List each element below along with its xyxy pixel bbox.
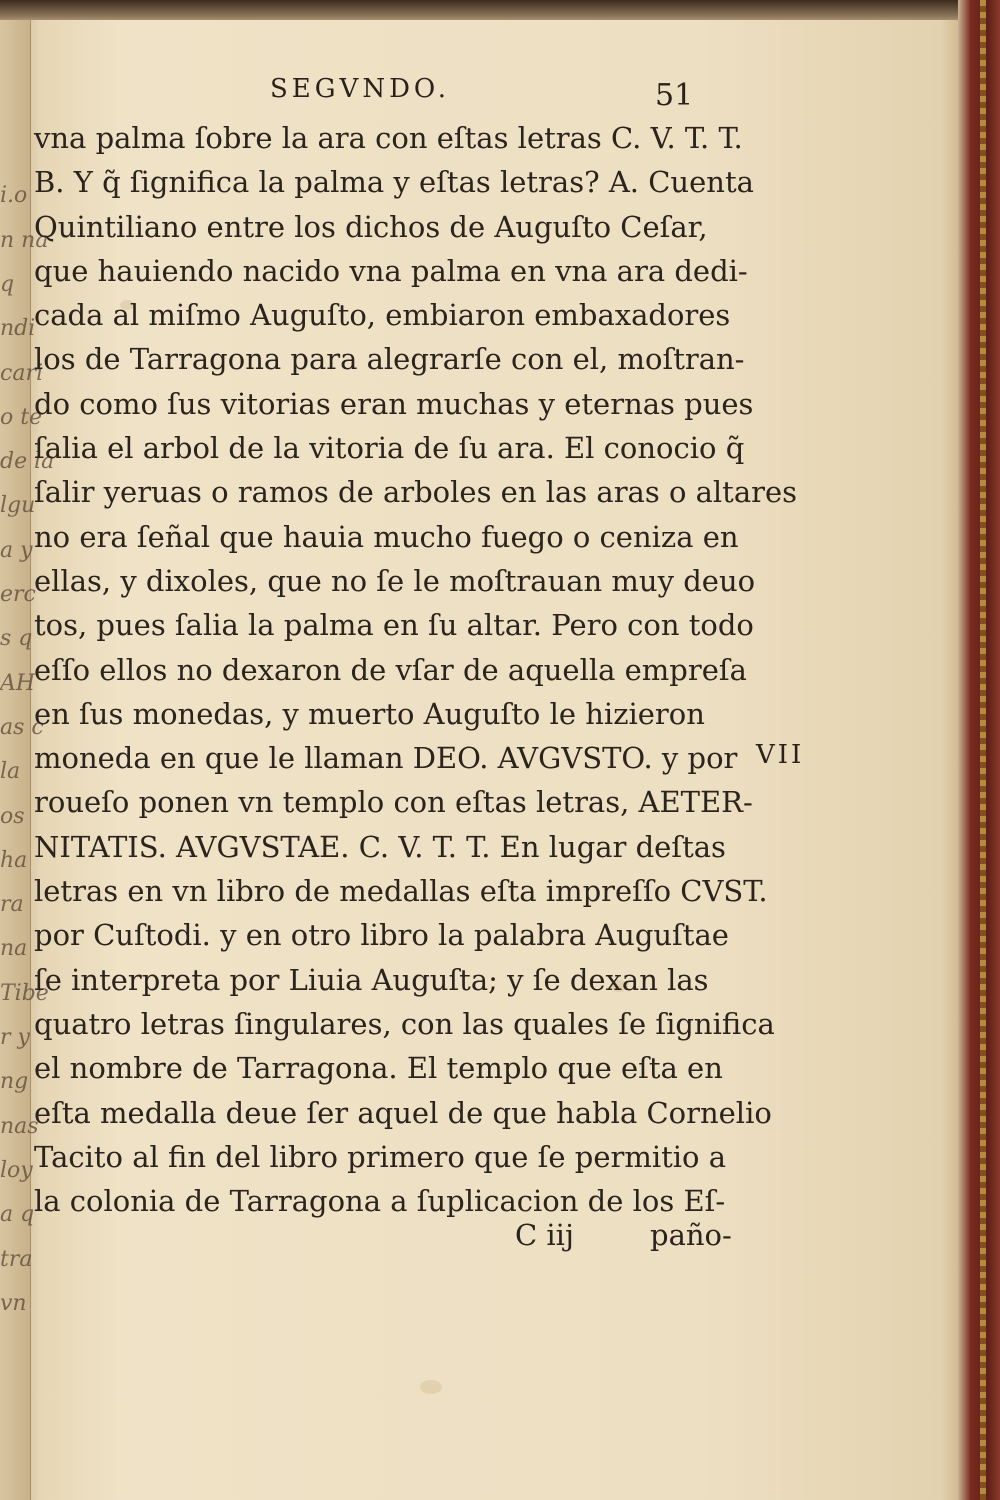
text-line: en ſus monedas, y muerto Auguſto le hizieron <box>34 696 705 731</box>
bleed-fragment: nas <box>0 1113 39 1139</box>
bleed-fragment <box>0 130 32 174</box>
bleed-fragment: Tibe <box>0 980 49 1006</box>
text-line: do como ſus vitorias eran muchas y eternas pues <box>34 386 754 421</box>
bleed-fragment: ndi <box>0 316 36 342</box>
text-line: Tacito al fin del libro primero que ſe permitio a <box>34 1139 727 1174</box>
text-line: el nombre de Tarragona. El templo que eſta en <box>34 1051 723 1086</box>
bleed-fragment: os <box>0 803 25 829</box>
bleed-fragment: as c <box>0 714 44 740</box>
running-head: SEGVNDO. <box>270 74 450 104</box>
text-line: ſalir yeruas o ramos de arboles en las aras o altares <box>34 475 798 510</box>
bleed-fragment: q <box>0 271 15 297</box>
paper-foxing-spot <box>420 1380 442 1394</box>
text-line: la colonia de Tarragona a ſuplicacion de los Eſ- <box>34 1184 726 1219</box>
text-line: eſſo ellos no dexaron de vſar de aquella empreſa <box>34 652 747 687</box>
catchline <box>515 1218 775 1262</box>
bleed-fragment: r y <box>0 1025 30 1050</box>
text-line: ſe interpreta por Liuia Auguſta; y ſe dexan las <box>34 962 709 997</box>
text-line: eſta medalla deue ſer aquel de que habla Cornelio <box>34 1095 772 1130</box>
bleed-fragment: o te <box>0 404 43 430</box>
text-line: vna palma ſobre la ara con eſtas letras C. V. T. T. <box>34 121 743 155</box>
text-line: B. Y q̃ ſignifica la palma y eſtas letras? A. Cuenta <box>34 165 754 200</box>
text-line: por Cuſtodi. y en otro libro la palabra Auguſtae <box>34 918 729 953</box>
bleed-fragment: AH <box>0 670 36 696</box>
text-line: ellas, y dixoles, que no ſe le moſtrauan muy deuo <box>34 563 756 598</box>
bleed-fragment: lgu <box>0 493 36 519</box>
text-line: NITATIS. AVGVSTAE. C. V. T. T. En lugar deſtas <box>34 829 726 864</box>
text-line: quatro letras ſingulares, con las quales ſe ſignifica <box>34 1006 775 1041</box>
bleed-fragment: vn <box>0 1290 27 1316</box>
text-line: cada al miſmo Auguſto, embiaron embaxadores <box>34 298 731 333</box>
bleed-fragment: loy <box>0 1157 33 1183</box>
text-line: ſalia el arbol de la vitoria de ſu ara. El conocio q̃ <box>34 431 745 466</box>
bleed-fragment: na <box>0 936 28 962</box>
text-line: los de Tarragona para alegrarſe con el, moſtran- <box>34 342 745 377</box>
bleed-fragment: tra <box>0 1246 33 1272</box>
bleed-fragment: ra <box>0 892 24 918</box>
gilt-page-edge <box>980 0 986 1500</box>
text-line: roueſo ponen vn templo con eſtas letras, AETER- <box>34 785 753 820</box>
bleed-fragment: n na <box>0 227 49 253</box>
bleed-fragment: erc <box>0 582 36 607</box>
catchword: paño- <box>650 1218 732 1252</box>
text-line: que hauiendo nacido vna palma en vna ara dedi- <box>34 253 748 288</box>
bleed-fragment: s q <box>0 626 33 652</box>
bleed-fragment: de la <box>0 449 55 475</box>
text-line: letras en vn libro de medallas eſta impreſſo CVST. <box>34 874 768 909</box>
bleed-fragment: la <box>0 759 21 785</box>
marginal-note: VII <box>756 740 805 770</box>
book-binding-edge <box>958 0 1000 1500</box>
bleed-fragment: ng <box>0 1069 29 1095</box>
signature-mark: C iij <box>515 1218 574 1252</box>
bleed-fragment: cari <box>0 360 43 386</box>
bleed-fragment: ha <box>0 847 28 873</box>
text-line: no era ſeñal que hauia mucho fuego o ceniza en <box>34 519 739 554</box>
text-line: moneda en que le llaman DEO. AVGVSTO. y por <box>34 741 738 776</box>
folio-number: 51 <box>655 78 694 113</box>
bleed-fragment: a y <box>0 537 33 563</box>
bleed-fragment: a q <box>0 1202 35 1228</box>
bleed-fragment: i.o <box>0 183 28 209</box>
text-line: Quintiliano entre los dichos de Auguſto Ceſar, <box>34 209 708 244</box>
text-line: tos, pues ſalia la palma en ſu altar. Pero con todo <box>34 608 754 643</box>
